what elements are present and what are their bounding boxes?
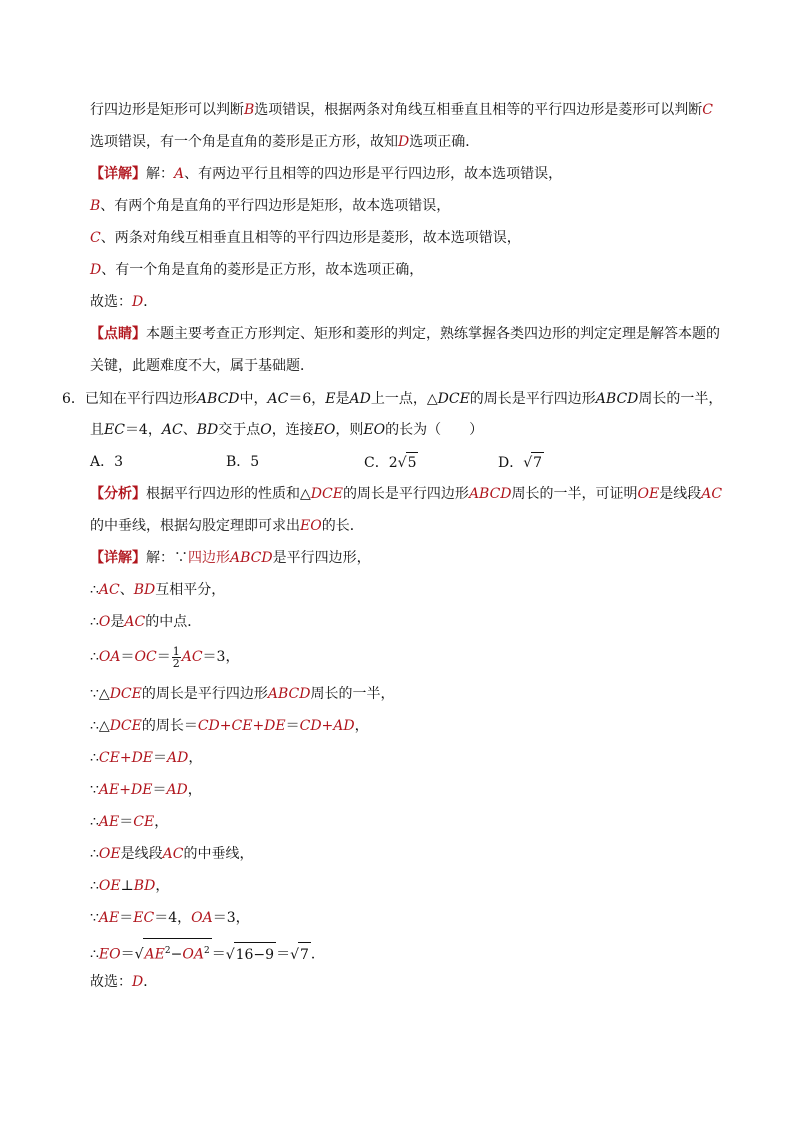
exponent: 2 bbox=[203, 946, 210, 956]
solution-line bbox=[90, 812, 168, 832]
text: ＝4， bbox=[154, 910, 192, 926]
text: 的中垂线，根据勾股定理即可求出 bbox=[90, 518, 300, 534]
variable: ABCD bbox=[230, 550, 273, 566]
variable: EO bbox=[313, 422, 336, 438]
variable: AD bbox=[349, 391, 371, 407]
sqrt-symbol: √16−9 bbox=[226, 942, 276, 967]
text: ＝3， bbox=[212, 910, 250, 926]
variable: AD bbox=[166, 782, 188, 798]
option-a bbox=[90, 452, 123, 472]
option-value: 3 bbox=[114, 454, 124, 470]
text: ∴ bbox=[90, 814, 99, 830]
text: 的中垂线， bbox=[183, 846, 254, 862]
solution-line bbox=[90, 612, 201, 632]
text: ， bbox=[154, 814, 169, 830]
text: 本题主要考查正方形判定、矩形和菱形的判定，熟练掌握各类四边形的判定定理是解答本题的 bbox=[146, 326, 720, 342]
variable: O bbox=[260, 422, 272, 438]
text: 、有一个角是直角的菱形是正方形，故本选项正确， bbox=[101, 262, 424, 278]
text: 、有两个角是直角的平行四边形是矩形，故本选项错误， bbox=[100, 198, 451, 214]
option-letter: B． bbox=[226, 454, 251, 470]
text: ＝ bbox=[285, 718, 300, 734]
question-line bbox=[62, 389, 722, 409]
exponent: 2 bbox=[164, 946, 171, 956]
solution-line bbox=[90, 780, 202, 800]
text-line bbox=[90, 260, 423, 280]
solution-line bbox=[90, 644, 239, 670]
text: 是线段 bbox=[659, 486, 702, 502]
variable: OE bbox=[637, 486, 660, 502]
variable: C bbox=[90, 230, 101, 246]
text: ⊥ bbox=[120, 878, 134, 894]
text: ∴△ bbox=[90, 718, 110, 734]
solution-line bbox=[90, 548, 371, 568]
text: ， bbox=[155, 878, 170, 894]
variable: AC bbox=[162, 846, 184, 862]
text: 互相平分， bbox=[155, 582, 226, 598]
variable: ABCD bbox=[267, 686, 311, 702]
variable: CD+AD bbox=[299, 718, 355, 734]
text: ∴ bbox=[90, 946, 99, 963]
text: 、两条对角线互相垂直且相等的平行四边形是菱形，故本选项错误， bbox=[100, 230, 521, 246]
text: ， bbox=[187, 782, 202, 798]
text: ＝3， bbox=[202, 649, 240, 665]
variable: D bbox=[132, 294, 144, 310]
text: ∵ bbox=[90, 910, 99, 926]
text: ∴ bbox=[90, 582, 99, 598]
option-value: 2 bbox=[388, 455, 398, 471]
variable: C bbox=[702, 102, 714, 118]
text: ＝ bbox=[119, 910, 134, 926]
text-line bbox=[90, 196, 450, 216]
text: ∴ bbox=[90, 649, 99, 665]
solution-line bbox=[90, 844, 253, 864]
section-label: 【详解】 bbox=[90, 550, 146, 566]
text: ， bbox=[354, 718, 369, 734]
radicand bbox=[143, 938, 212, 967]
variable: EO bbox=[363, 422, 386, 438]
option-d bbox=[498, 452, 544, 473]
text: 四边形 bbox=[188, 550, 230, 566]
text: ＝ bbox=[156, 649, 171, 665]
variable: EC bbox=[133, 910, 155, 926]
text: 的周长是平行四边形 bbox=[342, 486, 469, 502]
text: 的长． bbox=[321, 518, 364, 534]
text: ＝ bbox=[152, 782, 167, 798]
variable: OE bbox=[98, 878, 121, 894]
variable: BD bbox=[196, 422, 219, 438]
solution-line bbox=[90, 876, 169, 896]
text: ＝ bbox=[120, 946, 135, 963]
variable: ABCD bbox=[468, 486, 512, 502]
text: 中， bbox=[239, 391, 268, 407]
text: ， bbox=[188, 750, 203, 766]
text: ∴ bbox=[90, 614, 99, 630]
text-line bbox=[90, 164, 562, 184]
variable: EO bbox=[300, 518, 322, 534]
sqrt-symbol: √7 bbox=[523, 452, 544, 473]
variable: E bbox=[325, 391, 336, 407]
solution-line bbox=[90, 908, 250, 928]
variable: DCE bbox=[310, 486, 343, 502]
text: ∴ bbox=[90, 878, 99, 894]
text: ∴ bbox=[90, 750, 99, 766]
sqrt-symbol: √5 bbox=[398, 452, 419, 473]
solution-line bbox=[90, 748, 202, 768]
variable: AC bbox=[124, 614, 146, 630]
text: ＝ bbox=[276, 946, 291, 963]
text: ∵△ bbox=[90, 686, 110, 702]
text: 上一点，△ bbox=[370, 391, 438, 407]
variable: DCE bbox=[109, 686, 142, 702]
sqrt-symbol: √7 bbox=[290, 942, 311, 967]
text: 是 bbox=[335, 391, 350, 407]
text: 选项错误，根据两条对角线互相垂直且相等的平行四边形是菱形可以判断 bbox=[254, 102, 703, 118]
text-line bbox=[90, 356, 314, 376]
text: 行四边形是矩形可以判断 bbox=[90, 102, 244, 118]
variable: BD bbox=[133, 878, 156, 894]
variable: OA bbox=[98, 649, 121, 665]
variable: OC bbox=[134, 649, 157, 665]
variable: EO bbox=[98, 946, 121, 963]
solution-line bbox=[90, 972, 157, 992]
text: 、 bbox=[182, 422, 197, 438]
text: ＝6， bbox=[288, 391, 326, 407]
variable: AE bbox=[98, 814, 120, 830]
radicand: 7 bbox=[298, 942, 311, 967]
variable: OA bbox=[191, 910, 213, 926]
variable: AE bbox=[144, 946, 165, 963]
variable: CD+CE+DE bbox=[197, 718, 286, 734]
text: 周长的一半，可证明 bbox=[511, 486, 638, 502]
option-letter: C． bbox=[364, 455, 389, 471]
option-letter: D． bbox=[498, 455, 524, 471]
text: 的周长是平行四边形 bbox=[141, 686, 268, 702]
variable: BD bbox=[133, 582, 156, 598]
option-letter: A． bbox=[90, 454, 115, 470]
text-line bbox=[90, 100, 713, 120]
variable: B bbox=[90, 198, 101, 214]
text: ． bbox=[143, 974, 158, 990]
section-label: 【详解】 bbox=[90, 166, 146, 182]
text: 是平行四边形， bbox=[272, 550, 371, 566]
variable: AC bbox=[267, 391, 289, 407]
question-number: 6． bbox=[62, 391, 85, 407]
text: ，则 bbox=[335, 422, 364, 438]
variable: O bbox=[98, 614, 111, 630]
variable: D bbox=[398, 134, 410, 150]
variable: DCE bbox=[437, 391, 470, 407]
text: 是线段 bbox=[120, 846, 163, 862]
variable: AC bbox=[701, 486, 723, 502]
text: 、有两边平行且相等的四边形是平行四边形，故本选项错误， bbox=[184, 166, 563, 182]
solution-line bbox=[90, 580, 225, 600]
radicand: 5 bbox=[406, 452, 419, 473]
text: 的长为（ ） bbox=[385, 422, 484, 438]
text: 的周长是平行四边形 bbox=[469, 391, 596, 407]
text: ＝ bbox=[211, 946, 226, 963]
text: ． bbox=[310, 946, 325, 963]
denominator: 2 bbox=[172, 656, 180, 670]
section-label: 【分析】 bbox=[90, 486, 146, 502]
text: ＝ bbox=[153, 750, 168, 766]
section-label: 【点睛】 bbox=[90, 326, 146, 342]
variable: OA bbox=[182, 946, 204, 963]
option-b bbox=[226, 452, 259, 472]
variable: AE bbox=[98, 910, 120, 926]
text: 的中点． bbox=[145, 614, 202, 630]
text: 且 bbox=[90, 422, 104, 438]
variable: AD bbox=[167, 750, 189, 766]
radicand: 7 bbox=[531, 452, 544, 473]
variable: D bbox=[90, 262, 102, 278]
numerator: 1 bbox=[172, 644, 180, 658]
variable: AC bbox=[181, 649, 203, 665]
text: 故选： bbox=[90, 974, 132, 990]
text: 关键，此题难度不大，属于基础题． bbox=[90, 358, 314, 374]
text-line bbox=[90, 228, 521, 248]
option-c bbox=[364, 452, 418, 473]
text: ． bbox=[143, 294, 158, 310]
variable: AE+DE bbox=[98, 782, 153, 798]
sqrt-symbol: $√AE^2-OA^2$ bbox=[135, 938, 212, 967]
text-line bbox=[90, 324, 720, 344]
text-line bbox=[90, 292, 157, 312]
text: ＝4， bbox=[124, 422, 162, 438]
variable: EC bbox=[104, 422, 125, 438]
question-line bbox=[90, 420, 483, 440]
text: ＝ bbox=[119, 814, 134, 830]
text: 解：∵ bbox=[146, 550, 188, 566]
text-line bbox=[90, 132, 479, 152]
text: 周长的一半， bbox=[310, 686, 395, 702]
text: 故选： bbox=[90, 294, 132, 310]
text: ∵ bbox=[90, 782, 99, 798]
text: 的周长＝ bbox=[141, 718, 198, 734]
solution-line bbox=[90, 716, 369, 736]
text: 解： bbox=[146, 166, 174, 182]
variable: AC bbox=[161, 422, 183, 438]
text: ，连接 bbox=[271, 422, 314, 438]
text: 是 bbox=[110, 614, 125, 630]
text: 选项错误，有一个角是直角的菱形是正方形，故知 bbox=[90, 134, 398, 150]
variable: CE bbox=[133, 814, 155, 830]
option-value: 5 bbox=[250, 454, 260, 470]
variable: A bbox=[174, 166, 185, 182]
variable: ABCD bbox=[595, 391, 639, 407]
text: ＝ bbox=[120, 649, 135, 665]
text: 、 bbox=[119, 582, 134, 598]
variable: OE bbox=[98, 846, 121, 862]
variable: DCE bbox=[109, 718, 142, 734]
variable: ABCD bbox=[196, 391, 240, 407]
analysis-line bbox=[90, 516, 364, 536]
text: ∴ bbox=[90, 846, 99, 862]
text: − bbox=[170, 946, 183, 963]
text: 根据平行四边形的性质和△ bbox=[146, 486, 311, 502]
variable: CE+DE bbox=[98, 750, 154, 766]
text: 选项正确． bbox=[409, 134, 480, 150]
radicand: 16−9 bbox=[234, 942, 276, 967]
analysis-line bbox=[90, 484, 722, 504]
fraction bbox=[172, 646, 181, 669]
text: 周长的一半， bbox=[638, 391, 723, 407]
variable: AC bbox=[98, 582, 120, 598]
text: 已知在平行四边形 bbox=[84, 391, 197, 407]
text: 交于点 bbox=[218, 422, 261, 438]
variable: B bbox=[244, 102, 255, 118]
variable: D bbox=[132, 974, 144, 990]
solution-line bbox=[90, 684, 394, 704]
solution-line bbox=[90, 938, 325, 967]
